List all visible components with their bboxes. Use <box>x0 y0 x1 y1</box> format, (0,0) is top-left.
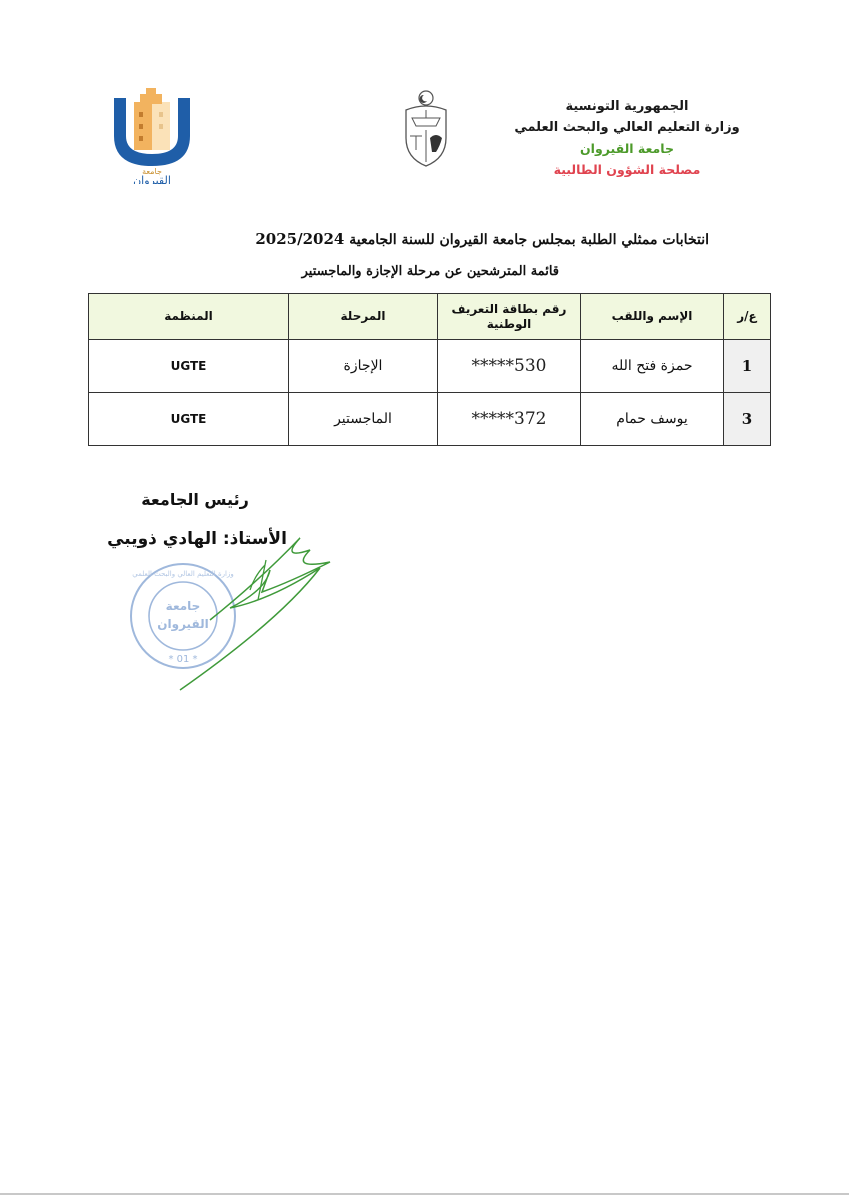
university-name: جامعة القيروان <box>579 141 674 156</box>
row-number: 3 <box>724 393 771 446</box>
logo-text-top: جامعة <box>142 167 162 176</box>
handwritten-signature <box>170 520 340 695</box>
candidate-name: يوسف حمام <box>581 393 724 446</box>
document-title <box>255 230 709 248</box>
header-organization: المنظمة <box>89 294 289 340</box>
signatory-title: رئيس الجامعة <box>141 490 249 509</box>
document-title-text: انتخابات ممثلي الطلبة بمجلس جامعة القيروان للسنة الجامعية <box>349 232 709 248</box>
svg-text:جامعة: جامعة <box>165 599 201 613</box>
row-number: 1 <box>724 340 771 393</box>
document-subtitle: قائمة المترشحين عن مرحلة الإجازة والماجستير <box>301 264 559 279</box>
signatory-name: الأستاذ: الهادي ذويبي <box>107 529 287 549</box>
candidate-stage: الإجازة <box>289 340 438 393</box>
ministry-name: وزارة التعليم العالي والبحث العلمي <box>514 120 740 135</box>
table-row <box>89 393 771 446</box>
svg-text:* 01 *: * 01 * <box>168 654 198 665</box>
coat-of-arms-emblem <box>398 88 454 168</box>
table-row <box>89 340 771 393</box>
header-number: ع/ر <box>724 294 771 340</box>
country-name: الجمهورية التونسية <box>565 99 689 114</box>
svg-text:القيروان: القيروان <box>157 617 209 631</box>
candidate-organization: UGTE <box>89 340 289 393</box>
academic-year: 2025/2024 <box>255 230 345 248</box>
university-logo <box>104 88 200 184</box>
candidate-name: حمزة فتح الله <box>581 340 724 393</box>
letterhead <box>497 96 757 180</box>
header-id-card: رقم بطاقة التعريف الوطنية <box>438 294 581 340</box>
logo-text-bottom: القيروان <box>133 174 171 184</box>
candidate-organization: UGTE <box>89 393 289 446</box>
service-name: مصلحة الشؤون الطالبية <box>553 162 701 177</box>
candidate-id: *****530 <box>438 340 581 393</box>
svg-text:وزارة التعليم العالي والبحث ال: وزارة التعليم العالي والبحث العلمي <box>132 570 234 578</box>
header-name: الإسم واللقب <box>581 294 724 340</box>
header-stage: المرحلة <box>289 294 438 340</box>
page-edge-line <box>0 1193 849 1195</box>
candidate-stage: الماجستير <box>289 393 438 446</box>
candidates-table <box>88 293 771 446</box>
candidate-id: *****372 <box>438 393 581 446</box>
table-header-row <box>89 294 771 340</box>
